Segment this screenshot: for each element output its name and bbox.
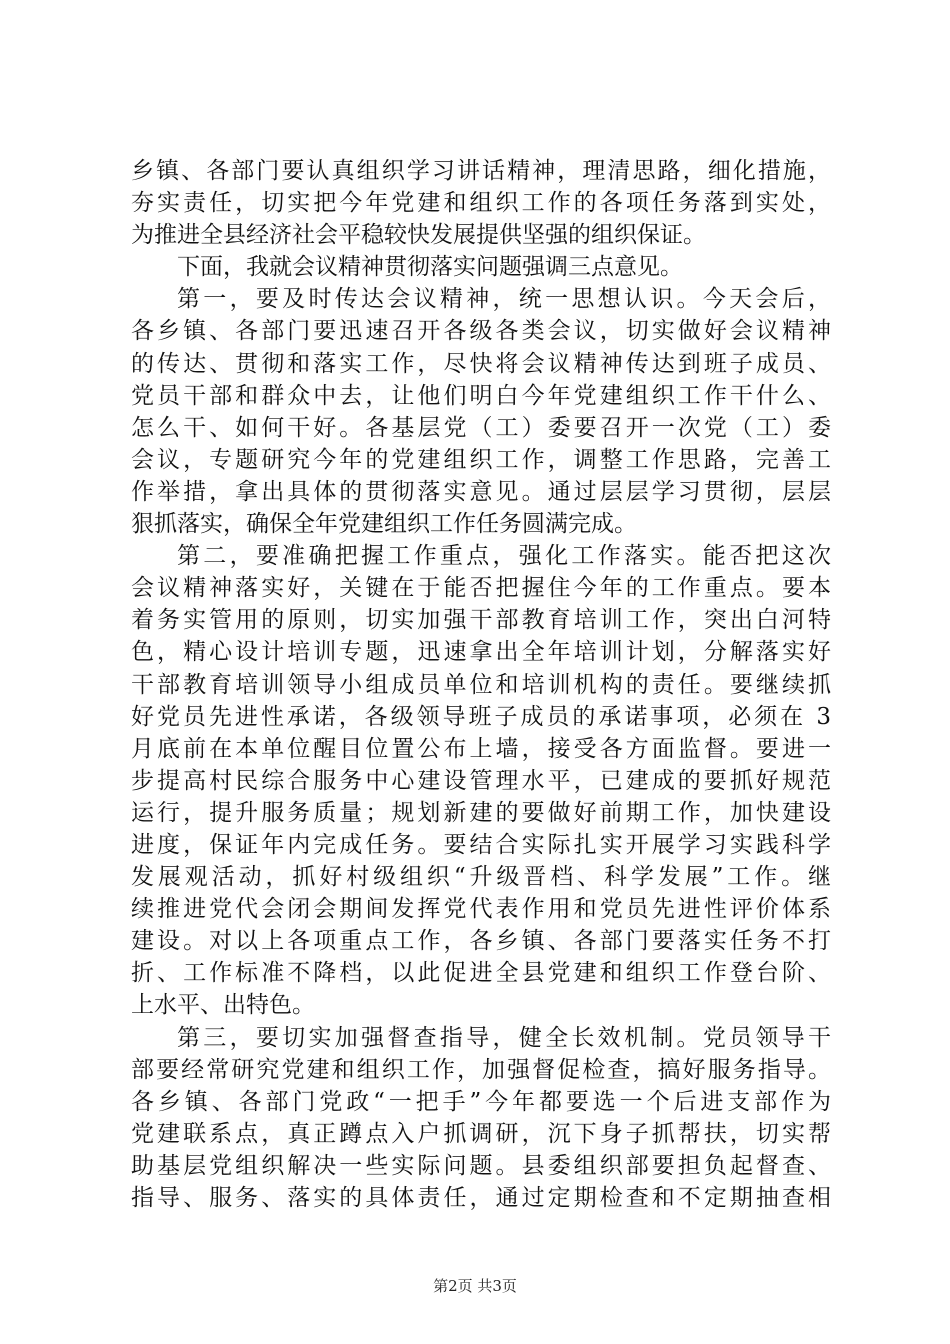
text-line: 色，精心设计培训专题，迅速拿出全年培训计划，分解落实好 <box>131 639 831 666</box>
text-line: 着务实管用的原则，切实加强干部教育培训工作，突出白河特 <box>131 607 831 634</box>
page-footer: 第2页 共3页 <box>433 1277 517 1295</box>
text-line: 续推进党代会闭会期间发挥党代表作用和党员先进性评价体系 <box>131 896 831 923</box>
text-line: 折、工作标准不降档，以此促进全县党建和组织工作登台阶、 <box>131 960 831 987</box>
text-line: 上水平、出特色。 <box>131 992 315 1019</box>
text-line: 乡镇、各部门要认真组织学习讲话精神，理清思路，细化措施， <box>131 158 831 184</box>
text-line: 第一，要及时传达会议精神，统一思想认识。今天会后， <box>177 286 831 313</box>
text-line: 会议，专题研究今年的党建组织工作，调整工作思路，完善工 <box>131 446 831 473</box>
body-text <box>131 155 831 1214</box>
text-line: 运行，提升服务质量；规划新建的要做好前期工作，加快建设 <box>131 799 831 826</box>
text-line: 助基层党组织解决一些实际问题。县委组织部要担负起督查、 <box>131 1152 831 1179</box>
text-line: 下面，我就会议精神贯彻落实问题强调三点意见。 <box>177 254 683 281</box>
text-line: 会议精神落实好，关键在于能否把握住今年的工作重点。要本 <box>131 575 831 602</box>
text-line: 进度，保证年内完成任务。要结合实际扎实开展学习实践科学 <box>131 831 831 858</box>
text-line: 各乡镇、各部门要迅速召开各级各类会议，切实做好会议精神 <box>131 318 831 345</box>
text-line: 怎么干、如何干好。各基层党（工）委要召开一次党（工）委 <box>131 414 831 441</box>
text-line: 第三，要切实加强督查指导，健全长效机制。党员领导干 <box>177 1024 831 1051</box>
text-line: 党员干部和群众中去，让他们明白今年党建组织工作干什么、 <box>131 382 831 409</box>
text-line: 各乡镇、各部门党政“一把手”今年都要选一个后进支部作为 <box>131 1088 831 1115</box>
text-line: 狠抓落实，确保全年党建组织工作任务圆满完成。 <box>131 511 637 538</box>
text-line: 建设。对以上各项重点工作，各乡镇、各部门要落实任务不打 <box>131 928 831 955</box>
text-line: 干部教育培训领导小组成员单位和培训机构的责任。要继续抓 <box>131 671 831 698</box>
text-line: 好党员先进性承诺，各级领导班子成员的承诺事项，必须在 3 <box>131 703 831 730</box>
text-line: 指导、服务、落实的具体责任，通过定期检查和不定期抽查相 <box>131 1185 831 1211</box>
text-line: 步提高村民综合服务中心建设管理水平，已建成的要抓好规范 <box>131 767 831 794</box>
text-line: 作举措，拿出具体的贯彻落实意见。通过层层学习贯彻，层层 <box>131 478 831 505</box>
text-line: 第二，要准确把握工作重点，强化工作落实。能否把这次 <box>177 543 831 570</box>
text-line: 的传达、贯彻和落实工作，尽快将会议精神传达到班子成员、 <box>131 350 831 377</box>
text-line: 发展观活动，抓好村级组织“升级晋档、科学发展”工作。继 <box>131 864 831 891</box>
text-line: 为推进全县经济社会平稳较快发展提供坚强的组织保证。 <box>131 222 706 249</box>
text-line: 部要经常研究党建和组织工作，加强督促检查，搞好服务指导。 <box>131 1056 831 1083</box>
text-line: 月底前在本单位醒目位置公布上墙，接受各方面监督。要进一 <box>131 735 831 762</box>
text-line: 夯实责任，切实把今年党建和组织工作的各项任务落到实处， <box>131 190 831 217</box>
text-line: 党建联系点，真正蹲点入户抓调研，沉下身子抓帮扶，切实帮 <box>131 1120 831 1147</box>
